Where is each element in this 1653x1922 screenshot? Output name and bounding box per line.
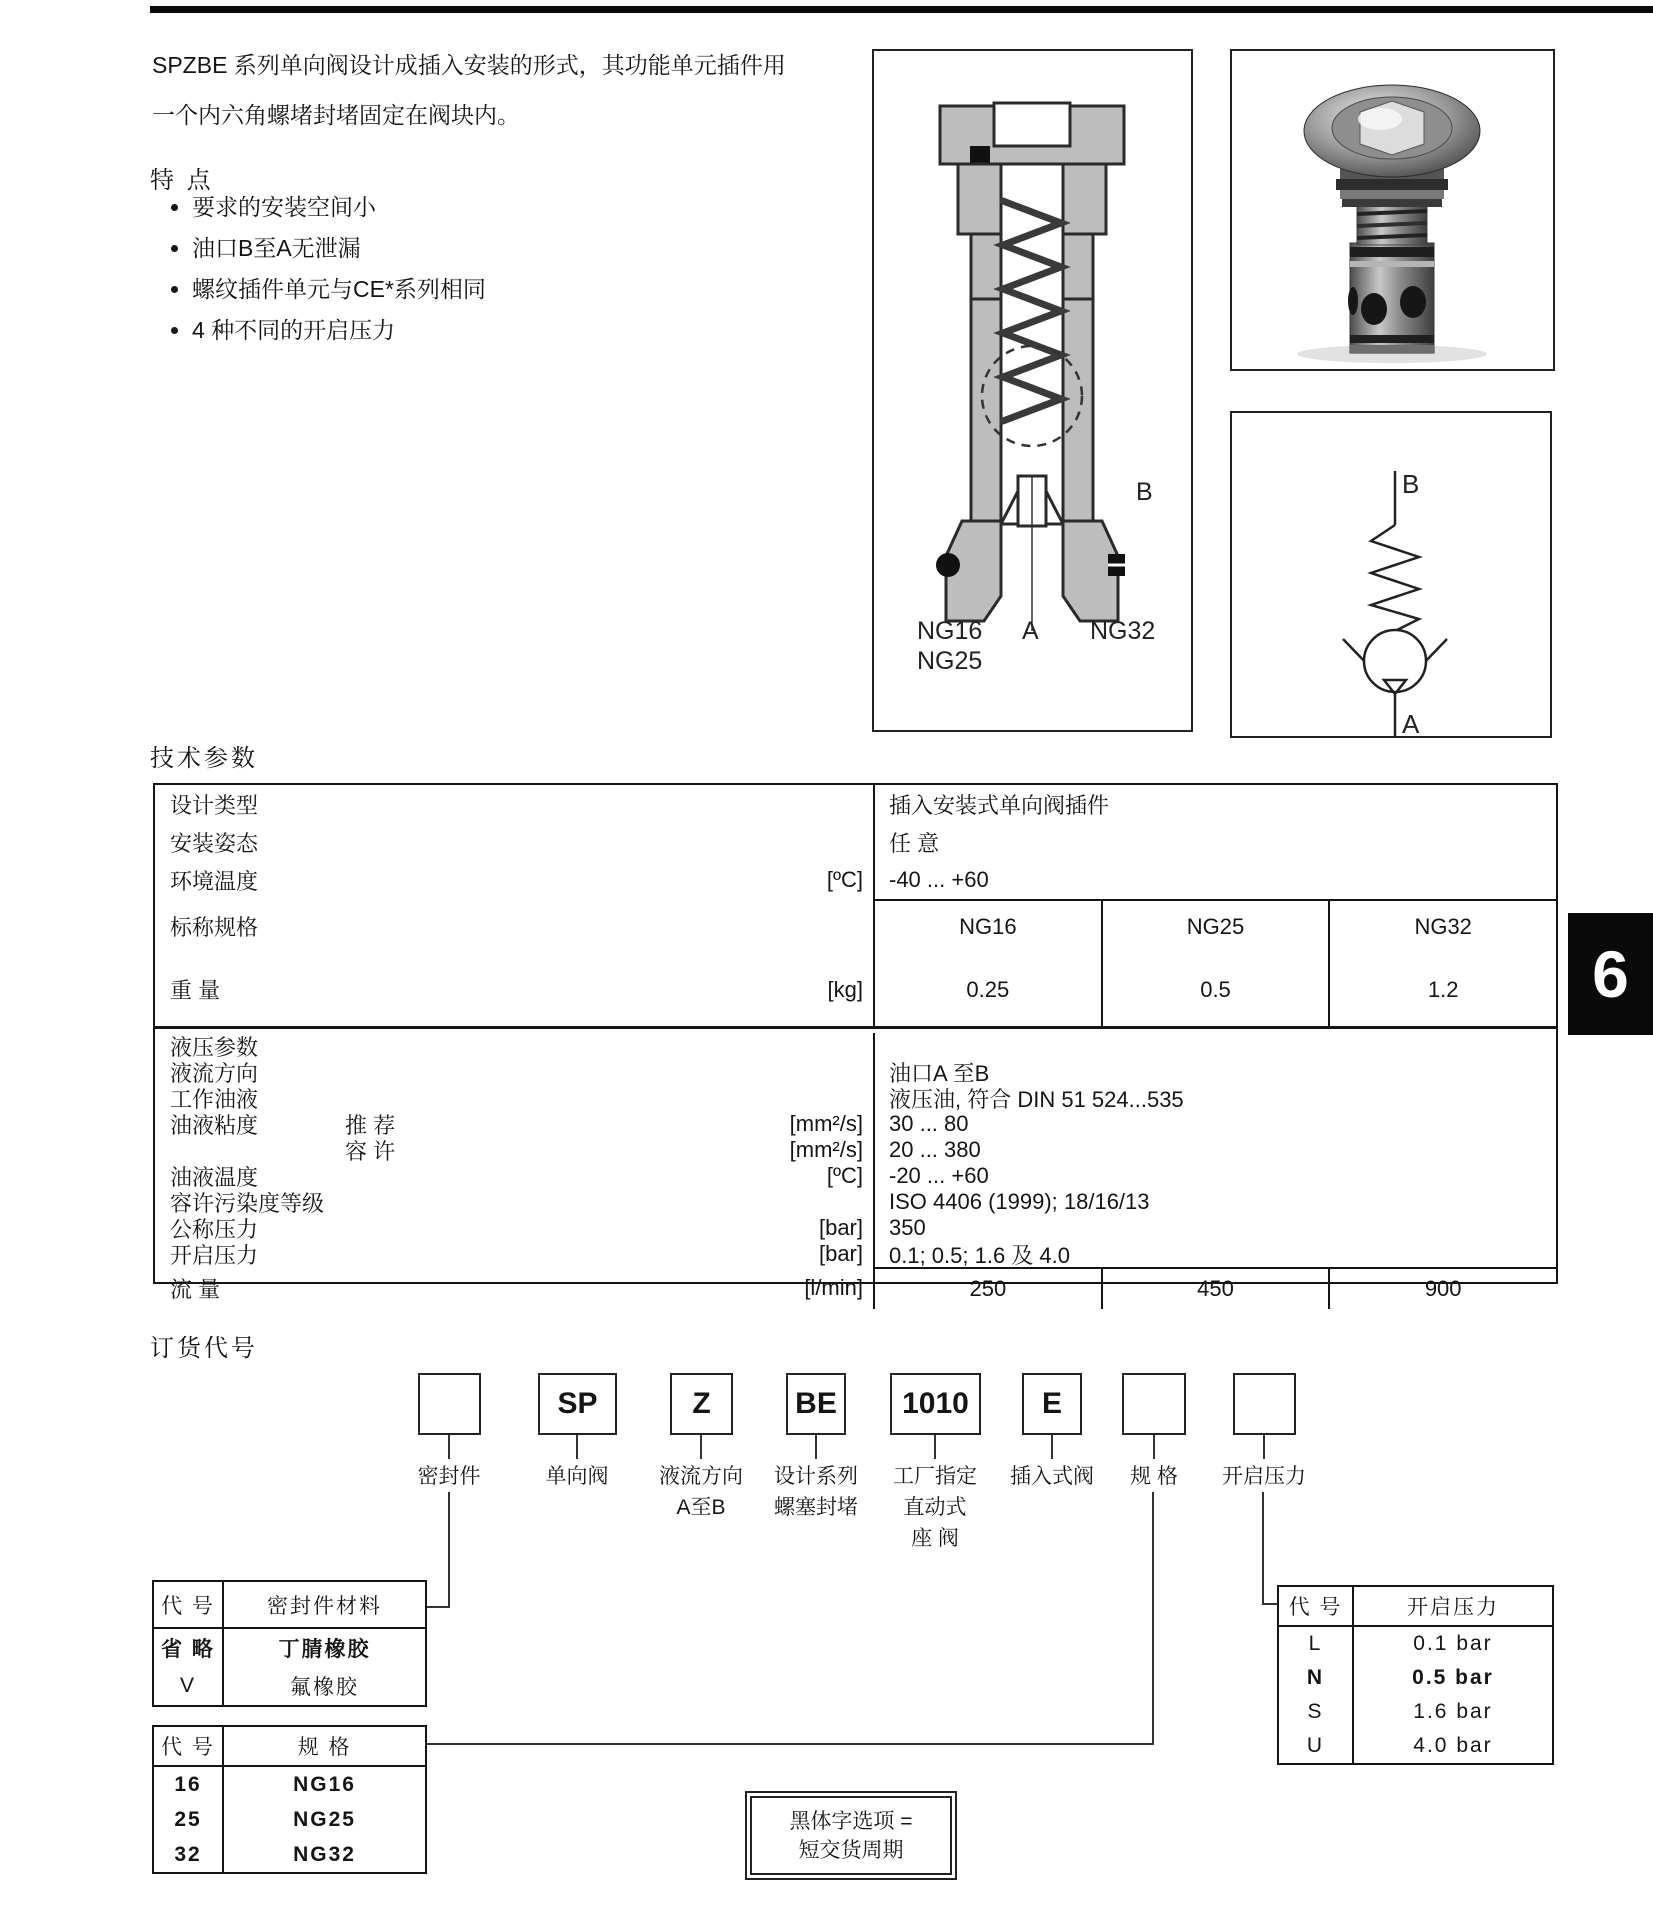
spec-label: 油液粘度 — [170, 1112, 259, 1138]
spec-unit: [ºC] — [826, 867, 863, 892]
order-label-cartridge: 插入式阀 — [1010, 1465, 1094, 1488]
check-valve-symbol-figure — [1230, 411, 1552, 738]
table-row: V 氟橡胶 — [154, 1667, 425, 1705]
spec-value: -20 ... +60 — [889, 1163, 989, 1188]
weight-ng25: 0.5 — [1101, 953, 1329, 1026]
opening-pressure-table — [1277, 1585, 1554, 1765]
connector-seal-vertical — [448, 1492, 450, 1608]
size-ng25: NG25 — [1101, 901, 1329, 953]
bold-option-note — [745, 1791, 957, 1880]
spec-row — [155, 785, 1556, 823]
order-box-seal — [418, 1373, 481, 1435]
table-row: L 0.1 bar — [1279, 1627, 1552, 1661]
top-rule — [150, 6, 1653, 13]
spec-label: 开启压力 — [170, 1242, 259, 1268]
check-valve-symbol-icon — [1232, 413, 1550, 736]
spec-row — [155, 1189, 1556, 1215]
order-box-z: Z — [670, 1373, 733, 1435]
spec-row — [155, 1059, 1556, 1085]
spec-label: 工作油液 — [170, 1086, 259, 1112]
spec-value: 0.1; 0.5; 1.6 及 4.0 — [889, 1242, 1071, 1268]
spec-label: 安装姿态 — [170, 830, 259, 856]
connector-pressure-vertical — [1262, 1492, 1264, 1605]
order-box-1010: 1010 — [890, 1373, 981, 1435]
spec-value: ISO 4406 (1999); 18/16/13 — [889, 1189, 1150, 1214]
spec-section-hydraulic — [155, 1029, 1556, 1309]
feature-item: • 螺纹插件单元与CE*系列相同 — [192, 274, 812, 304]
spec-row — [155, 823, 1556, 861]
symbol-port-a-label: A — [1402, 709, 1420, 736]
connector-tick — [1051, 1435, 1053, 1459]
ordering-title: 订货代号 — [150, 1335, 258, 1362]
spec-row: 容 许 [mm²/s] 20 ... 380 — [155, 1137, 1556, 1163]
connector-tick — [1263, 1435, 1265, 1459]
table-row: N 0.5 bar — [1279, 1661, 1552, 1695]
specs-title: 技术参数 — [150, 745, 258, 772]
ng25-label: NG25 — [917, 647, 983, 675]
table-row: 省 略 丁腈橡胶 — [154, 1629, 425, 1667]
flow-ng25: 450 — [1101, 1269, 1329, 1309]
section-number-tab: 6 — [1568, 913, 1653, 1035]
o-ring-dot — [936, 553, 960, 577]
spec-row: 开启压力 [bar] 0.1; 0.5; 1.6 及 4.0 — [155, 1241, 1556, 1267]
order-box-be: BE — [786, 1373, 846, 1435]
connector-tick — [1153, 1435, 1155, 1459]
table-row: U 4.0 bar — [1279, 1729, 1552, 1763]
spec-unit: [kg] — [827, 976, 863, 1002]
order-label-factory: 工厂指定 直动式 座 阀 — [893, 1465, 977, 1550]
connector-tick — [700, 1435, 702, 1459]
spec-label: 重 量 — [170, 978, 221, 1003]
order-box-pressure — [1233, 1373, 1296, 1435]
spec-row: 油液温度 [ºC] -20 ... +60 — [155, 1163, 1556, 1189]
valve-cross-section-figure — [872, 49, 1193, 732]
spec-value: 插入安装式单向阀插件 — [889, 792, 1110, 818]
spec-row-sizes — [155, 899, 1556, 953]
order-label-size: 规 格 — [1130, 1465, 1178, 1488]
spec-row-flows: 流 量 [l/min] 250 450 900 — [155, 1267, 1556, 1309]
spec-section-general — [155, 785, 1556, 1029]
order-label-check-valve: 单向阀 — [545, 1465, 609, 1488]
spec-row — [155, 1033, 1556, 1059]
ng32-label: NG32 — [1090, 617, 1156, 645]
order-box-sp: SP — [538, 1373, 617, 1435]
spec-row: 油液粘度 推 荐 [mm²/s] 30 ... 80 — [155, 1111, 1556, 1137]
spec-sublabel: 容 许 — [345, 1138, 396, 1164]
features-title: 特 点 — [150, 167, 214, 194]
connector-tick — [934, 1435, 936, 1459]
feature-item: • 油口B至A无泄漏 — [192, 233, 812, 263]
spec-label: 设计类型 — [170, 792, 259, 818]
weight-ng16: 0.25 — [966, 976, 1010, 1002]
spec-value: 油口A 至B — [889, 1060, 990, 1086]
connector-size-horizontal — [427, 1743, 1154, 1745]
spec-value: 20 ... 380 — [889, 1137, 981, 1162]
table-header: 开启压力 — [1407, 1596, 1499, 1619]
order-label-seal: 密封件 — [417, 1465, 481, 1488]
valve-photo-figure — [1230, 49, 1555, 371]
spec-label: 液压参数 — [170, 1034, 259, 1060]
spec-sublabel: 推 荐 — [345, 1112, 396, 1138]
order-label-flow-direction: 液流方向 A至B — [659, 1465, 743, 1519]
spec-value: 30 ... 80 — [889, 1111, 969, 1136]
spec-label: 液流方向 — [170, 1060, 259, 1086]
table-row: S 1.6 bar — [1279, 1695, 1552, 1729]
spec-label: 环境温度 — [170, 868, 259, 894]
spec-label: 容许污染度等级 — [170, 1190, 325, 1216]
weight-ng32: 1.2 — [1328, 953, 1556, 1026]
connector-tick — [815, 1435, 817, 1459]
table-header: 代 号 — [1279, 1587, 1354, 1625]
spec-row — [155, 1085, 1556, 1111]
table-header: 代 号 — [154, 1727, 224, 1765]
flow-ng32: 900 — [1328, 1269, 1556, 1309]
connector-seal-horizontal — [427, 1606, 450, 1608]
intro-line-2: 一个内六角螺堵封堵固定在阀块内。 — [152, 102, 520, 128]
table-row: 32 NG32 — [154, 1837, 425, 1872]
connector-tick — [576, 1435, 578, 1459]
table-header: 代 号 — [154, 1582, 224, 1627]
order-box-size — [1122, 1373, 1186, 1435]
seal-material-table — [152, 1580, 427, 1707]
order-label-pressure: 开启压力 — [1222, 1465, 1306, 1488]
table-header: 密封件材料 — [267, 1594, 382, 1618]
feature-item: • 4 种不同的开启压力 — [192, 315, 812, 345]
spec-label: 标称规格 — [170, 914, 259, 940]
table-header: 规 格 — [297, 1736, 352, 1759]
order-label-design-series: 设计系列 螺塞封堵 — [774, 1465, 858, 1519]
size-ng16: NG16 — [959, 914, 1017, 939]
ng16-label: NG16 — [917, 617, 983, 645]
table-row: 16 NG16 — [154, 1767, 425, 1802]
spec-row-weights — [155, 953, 1556, 1026]
spec-value: 液压油, 符合 DIN 51 524...535 — [889, 1086, 1184, 1112]
spec-row — [155, 861, 1556, 899]
spec-value: 任 意 — [889, 830, 940, 856]
connector-tick — [448, 1435, 450, 1459]
port-a-label: A — [1022, 617, 1039, 645]
table-row: 25 NG25 — [154, 1802, 425, 1837]
symbol-port-b-label: B — [1402, 469, 1420, 499]
spec-label: 公称压力 — [170, 1216, 259, 1242]
port-b-label: B — [1136, 478, 1153, 506]
feature-item: • 要求的安装空间小 — [192, 192, 812, 222]
size-ng32: NG32 — [1328, 901, 1556, 953]
connector-size-vertical — [1152, 1492, 1154, 1745]
intro-paragraph — [152, 40, 872, 140]
size-code-table — [152, 1725, 427, 1874]
flow-ng16: 250 — [969, 1276, 1007, 1301]
spec-value: 350 — [889, 1215, 926, 1240]
spec-label: 油液温度 — [170, 1164, 259, 1190]
order-box-e: E — [1022, 1373, 1082, 1435]
intro-line-1: SPZBE 系列单向阀设计成插入安装的形式，其功能单元插件用 — [152, 52, 786, 78]
valve-cross-section-diagram — [874, 51, 1191, 730]
spec-row: 公称压力 [bar] 350 — [155, 1215, 1556, 1241]
spec-label: 流 量 — [170, 1276, 221, 1302]
features-list — [158, 192, 812, 356]
note-line-1: 黑体字选项 = — [789, 1809, 913, 1833]
valve-photo — [1232, 51, 1553, 369]
spec-value: -40 ... +60 — [889, 867, 989, 892]
note-line-2: 短交货周期 — [798, 1838, 904, 1862]
spec-table — [153, 783, 1558, 1302]
